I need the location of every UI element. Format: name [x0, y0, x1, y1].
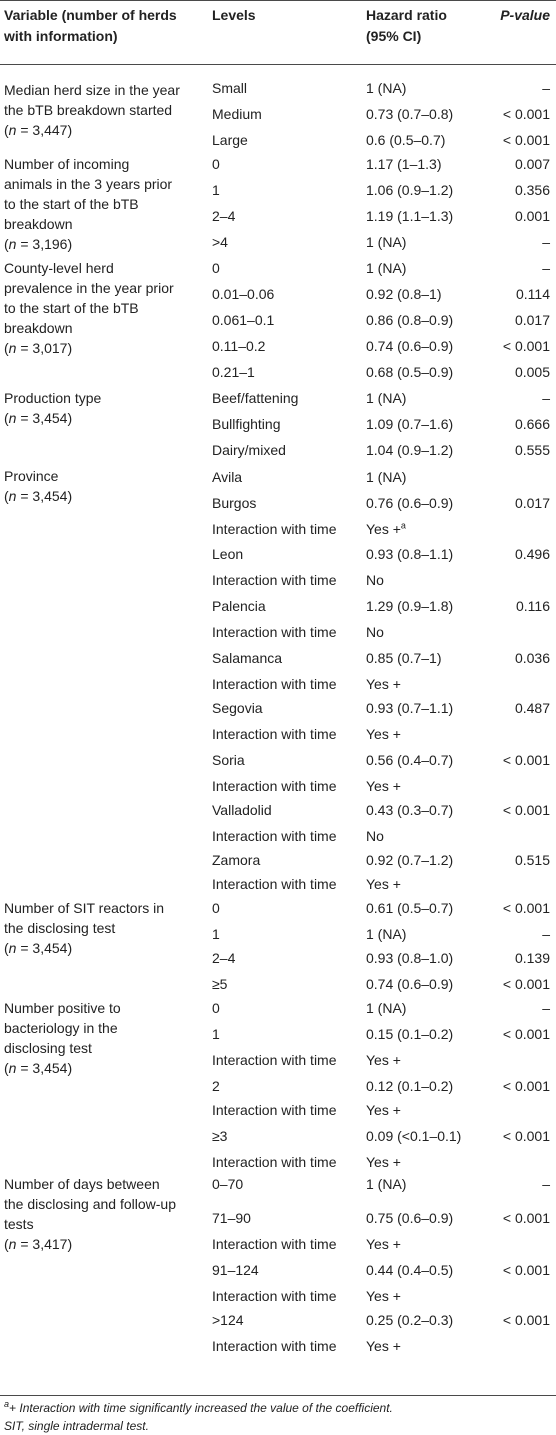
- header-variable: Variable (number of herds with information): [4, 7, 177, 44]
- hazard-ratio-cell: 0.93 (0.8–1.0): [366, 950, 454, 966]
- bottom-rule: [0, 1395, 556, 1396]
- hazard-ratio-cell: No: [366, 572, 384, 588]
- variable-line: disclosing test: [4, 1040, 92, 1056]
- level-cell: >4: [212, 234, 228, 250]
- hazard-ratio-cell: Yes +: [366, 1052, 401, 1068]
- variable-line: tests: [4, 1216, 34, 1232]
- level-cell: 2: [212, 1078, 220, 1094]
- level-cell: Interaction with time: [212, 1288, 337, 1304]
- hazard-ratio-cell: Yes +: [366, 876, 401, 892]
- level-cell: Palencia: [212, 598, 266, 614]
- hazard-ratio-cell: 1 (NA): [366, 469, 407, 485]
- hazard-ratio-cell: 1 (NA): [366, 390, 407, 406]
- variable-line: (n = 3,196): [4, 236, 73, 252]
- header-p-value: [500, 5, 550, 26]
- variable-line: prevalence in the year prior: [4, 280, 174, 296]
- level-cell: Interaction with time: [212, 1236, 337, 1252]
- p-value-cell: < 0.001: [502, 132, 550, 148]
- footnote: $^a$+ Interaction with time significantly increased the value of the coefficient.: [4, 1399, 393, 1415]
- level-cell: Segovia: [212, 700, 263, 716]
- p-value-cell: 0.515: [514, 852, 550, 868]
- level-cell: Dairy/mixed: [212, 442, 286, 458]
- p-value-cell: < 0.001: [502, 106, 550, 122]
- level-cell: Small: [212, 80, 248, 96]
- footnote: SIT, single intradermal test.: [4, 1419, 149, 1433]
- level-cell: >124: [212, 1312, 244, 1328]
- p-value-cell: < 0.001: [502, 976, 550, 992]
- header-p-value-text: P-value: [500, 7, 550, 23]
- level-cell: 1: [212, 182, 220, 198]
- hazard-ratio-cell: 0.73 (0.7–0.8): [366, 106, 454, 122]
- hazard-ratio-cell: 0.85 (0.7–1): [366, 650, 442, 666]
- hazard-ratio-cell: 1.29 (0.9–1.8): [366, 598, 454, 614]
- p-value-cell: < 0.001: [502, 338, 550, 354]
- variable-line: (n = 3,454): [4, 1060, 73, 1076]
- hazard-ratio-cell: 0.61 (0.5–0.7): [366, 900, 454, 916]
- variable-line: Province: [4, 468, 59, 484]
- hazard-ratio-cell: 1.19 (1.1–1.3): [366, 208, 454, 224]
- hazard-ratio-cell: 0.75 (0.6–0.9): [366, 1210, 454, 1226]
- p-value-cell: < 0.001: [502, 802, 550, 818]
- p-value-cell: 0.487: [514, 700, 550, 716]
- level-cell: ≥3: [212, 1128, 228, 1144]
- p-value-cell: 0.496: [514, 546, 550, 562]
- variable-line: Number positive to: [4, 1000, 121, 1016]
- level-cell: Large: [212, 132, 248, 148]
- hazard-ratio-cell: Yes +: [366, 1154, 401, 1170]
- hazard-ratio-cell: 0.09 (<0.1–0.1): [366, 1128, 462, 1144]
- level-cell: Interaction with time: [212, 876, 337, 892]
- p-value-cell: < 0.001: [502, 1312, 550, 1328]
- hazard-ratio-cell: 1.06 (0.9–1.2): [366, 182, 454, 198]
- variable-cell: [4, 258, 204, 358]
- variable-line: to the start of the bTB: [4, 196, 139, 212]
- variable-line: bacteriology in the: [4, 1020, 118, 1036]
- hazard-ratio-cell: 1 (NA): [366, 80, 407, 96]
- hazard-ratio-cell: Yes +: [366, 676, 401, 692]
- variable-line: to the start of the bTB: [4, 300, 139, 316]
- p-value-cell: –: [542, 926, 550, 942]
- hazard-ratio-cell: Yes +$^a$: [366, 520, 406, 537]
- p-value-cell: 0.114: [516, 286, 550, 302]
- variable-line: breakdown: [4, 320, 73, 336]
- hazard-ratio-cell: 0.44 (0.4–0.5): [366, 1262, 454, 1278]
- level-cell: Medium: [212, 106, 262, 122]
- level-cell: 2–4: [212, 950, 236, 966]
- level-cell: Interaction with time: [212, 1154, 337, 1170]
- hazard-ratio-cell: Yes +: [366, 1288, 401, 1304]
- variable-cell: [4, 898, 204, 958]
- hazard-ratio-cell: Yes +: [366, 1338, 401, 1354]
- variable-line: breakdown: [4, 216, 73, 232]
- hazard-ratio-cell: 0.92 (0.7–1.2): [366, 852, 454, 868]
- header-rule: [0, 64, 556, 65]
- level-cell: Avila: [212, 469, 243, 485]
- variable-line: Production type: [4, 390, 102, 406]
- p-value-cell: –: [542, 1000, 550, 1016]
- footnote-marker: a: [4, 1399, 10, 1409]
- level-cell: Interaction with time: [212, 1338, 337, 1354]
- level-cell: Zamora: [212, 852, 261, 868]
- level-cell: 0: [212, 156, 220, 172]
- level-cell: Soria: [212, 752, 245, 768]
- level-cell: Beef/fattening: [212, 390, 299, 406]
- p-value-cell: < 0.001: [502, 1262, 550, 1278]
- p-value-cell: –: [542, 1176, 550, 1192]
- hazard-ratio-cell: 0.56 (0.4–0.7): [366, 752, 454, 768]
- level-cell: 0.061–0.1: [212, 312, 275, 328]
- level-cell: 2–4: [212, 208, 236, 224]
- hazard-ratio-cell: 0.93 (0.8–1.1): [366, 546, 454, 562]
- hazard-ratio-cell: 0.25 (0.2–0.3): [366, 1312, 454, 1328]
- level-cell: Bullfighting: [212, 416, 281, 432]
- level-cell: ≥5: [212, 976, 228, 992]
- level-cell: 0.01–0.06: [212, 286, 275, 302]
- p-value-cell: 0.666: [514, 416, 550, 432]
- variable-cell: [4, 1174, 204, 1254]
- variable-line: (n = 3,017): [4, 340, 73, 356]
- hazard-ratio-cell: 1 (NA): [366, 260, 407, 276]
- variable-cell: [4, 998, 204, 1078]
- level-cell: Burgos: [212, 495, 257, 511]
- p-value-cell: < 0.001: [502, 1128, 550, 1144]
- hazard-ratio-cell: 1 (NA): [366, 1000, 407, 1016]
- p-value-cell: < 0.001: [502, 900, 550, 916]
- top-rule: [0, 0, 556, 1]
- level-cell: Interaction with time: [212, 1052, 337, 1068]
- level-cell: 71–90: [212, 1210, 251, 1226]
- hazard-ratio-cell: No: [366, 624, 384, 640]
- hazard-ratio-cell: 0.12 (0.1–0.2): [366, 1078, 454, 1094]
- level-cell: 1: [212, 1026, 220, 1042]
- variable-line: Median herd size in the year: [4, 82, 180, 98]
- level-cell: 0: [212, 260, 220, 276]
- hazard-ratio-cell: 1 (NA): [366, 926, 407, 942]
- hazard-ratio-cell: 1.17 (1–1.3): [366, 156, 442, 172]
- hazard-ratio-cell: Yes +: [366, 778, 401, 794]
- variable-line: Number of days between: [4, 1176, 160, 1192]
- hazard-ratio-cell: 0.74 (0.6–0.9): [366, 338, 454, 354]
- hazard-ratio-cell: 0.15 (0.1–0.2): [366, 1026, 454, 1042]
- variable-cell: [4, 80, 204, 140]
- level-cell: 0: [212, 900, 220, 916]
- variable-line: Number of SIT reactors in: [4, 900, 165, 916]
- p-value-cell: 0.001: [514, 208, 550, 224]
- p-value-cell: 0.139: [514, 950, 550, 966]
- p-value-cell: –: [542, 390, 550, 406]
- level-cell: 0–70: [212, 1176, 244, 1192]
- hazard-ratio-cell: Yes +: [366, 726, 401, 742]
- p-value-cell: 0.007: [514, 156, 550, 172]
- level-cell: 91–124: [212, 1262, 259, 1278]
- level-cell: Interaction with time: [212, 676, 337, 692]
- level-cell: Interaction with time: [212, 624, 337, 640]
- variable-cell: [4, 388, 204, 428]
- level-cell: 1: [212, 926, 220, 942]
- level-cell: 0.11–0.2: [212, 338, 266, 354]
- hazard-ratio-cell: Yes +: [366, 1236, 401, 1252]
- hazard-ratio-cell: 1 (NA): [366, 234, 407, 250]
- p-value-cell: 0.005: [514, 364, 550, 380]
- level-cell: Salamanca: [212, 650, 283, 666]
- variable-line: the disclosing test: [4, 920, 116, 936]
- variable-cell: [4, 466, 204, 506]
- level-cell: 0.21–1: [212, 364, 255, 380]
- level-cell: Interaction with time: [212, 1102, 337, 1118]
- level-cell: Interaction with time: [212, 778, 337, 794]
- level-cell: Interaction with time: [212, 521, 337, 537]
- p-value-cell: 0.555: [514, 442, 550, 458]
- variable-line: County-level herd: [4, 260, 114, 276]
- variable-line: animals in the 3 years prior: [4, 176, 173, 192]
- hazard-ratio-cell: 1.09 (0.7–1.6): [366, 416, 454, 432]
- footnote-marker: a: [400, 520, 406, 531]
- variable-line: (n = 3,454): [4, 410, 73, 426]
- variable-line: Number of incoming: [4, 156, 130, 172]
- variable-line: the disclosing and follow-up: [4, 1196, 176, 1212]
- level-cell: Valladolid: [212, 802, 272, 818]
- hazard-ratio-cell: Yes +: [366, 1102, 401, 1118]
- hazard-ratio-cell: 1.04 (0.9–1.2): [366, 442, 454, 458]
- variable-line: (n = 3,454): [4, 940, 73, 956]
- p-value-cell: –: [542, 80, 550, 96]
- level-cell: Interaction with time: [212, 726, 337, 742]
- header-levels: Levels: [212, 7, 256, 23]
- variable-line: the bTB breakdown started: [4, 102, 173, 118]
- variable-line: (n = 3,447): [4, 122, 73, 138]
- p-value-cell: –: [542, 260, 550, 276]
- p-value-cell: 0.017: [514, 312, 550, 328]
- level-cell: 0: [212, 1000, 220, 1016]
- hazard-ratio-cell: 0.74 (0.6–0.9): [366, 976, 454, 992]
- p-value-cell: < 0.001: [502, 1210, 550, 1226]
- p-value-cell: 0.356: [514, 182, 550, 198]
- p-value-cell: 0.017: [514, 495, 550, 511]
- variable-line: (n = 3,454): [4, 488, 73, 504]
- hazard-ratio-cell: 0.43 (0.3–0.7): [366, 802, 454, 818]
- p-value-cell: < 0.001: [502, 752, 550, 768]
- hazard-ratio-cell: 0.6 (0.5–0.7): [366, 132, 446, 148]
- variable-line: (n = 3,417): [4, 1236, 73, 1252]
- p-value-cell: < 0.001: [502, 1078, 550, 1094]
- p-value-cell: 0.116: [516, 598, 550, 614]
- level-cell: Interaction with time: [212, 572, 337, 588]
- hazard-ratio-cell: 0.86 (0.8–0.9): [366, 312, 454, 328]
- hazard-ratio-cell: No: [366, 828, 384, 844]
- hazard-ratio-cell: 0.76 (0.6–0.9): [366, 495, 454, 511]
- level-cell: Leon: [212, 546, 244, 562]
- p-value-cell: < 0.001: [502, 1026, 550, 1042]
- p-value-cell: –: [542, 234, 550, 250]
- hazard-ratio-cell: 0.68 (0.5–0.9): [366, 364, 454, 380]
- hazard-ratio-cell: 0.92 (0.8–1): [366, 286, 442, 302]
- p-value-cell: 0.036: [514, 650, 550, 666]
- variable-cell: [4, 154, 204, 254]
- header-hazard-ratio: Hazard ratio (95% CI): [366, 7, 447, 44]
- level-cell: Interaction with time: [212, 828, 337, 844]
- hazard-ratio-cell: 0.93 (0.7–1.1): [366, 700, 454, 716]
- hazard-ratio-cell: 1 (NA): [366, 1176, 407, 1192]
